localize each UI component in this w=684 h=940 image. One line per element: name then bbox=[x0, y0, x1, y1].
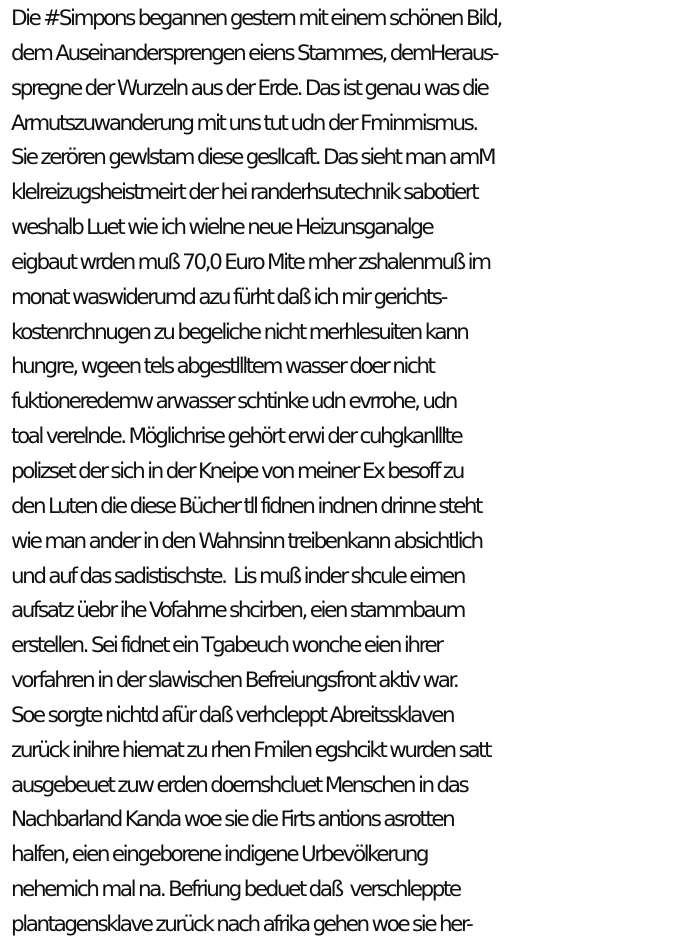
text-line: aufsatz üebr ihe Vofahrne shcirben, eien stammbaum bbox=[11, 598, 464, 624]
text-line: nehemich mal na. Befriung beduet daß verschleppte bbox=[11, 877, 460, 903]
text-line: Die #Simpons begannen gestern mit einem schönen Bild, bbox=[11, 6, 501, 31]
text-line: zurück inihre hiemat zu rhen Fmilen egshcikt wurden satt bbox=[11, 737, 491, 763]
text-line: Sie zerören gewlstam diese geslIcaft. Das sieht man amM bbox=[11, 145, 495, 171]
text-line: erstellen. Sei fidnet ein Tgabeuch wonche eien ihrer bbox=[11, 633, 442, 659]
text-line: fuktioneredemw arwasser schtinke udn evrrohe, udn bbox=[11, 389, 456, 415]
text-line: eigbaut wrden muß 70,0 Euro Mite mher zshalenmuß im bbox=[11, 249, 490, 275]
text-line: hungre, wgeen tels abgestllltem wasser doer nicht bbox=[11, 354, 434, 380]
text-line: spregne der Wurzeln aus der Erde. Das ist genau was die bbox=[11, 75, 488, 101]
text-line: klelreizugsheistmeirt der hei randerhsutechnik sabotiert bbox=[11, 180, 478, 206]
text-line: dem Auseinandersprengen eiens Stammes, demHeraus- bbox=[11, 40, 498, 66]
text-line: toal verelnde. Möglichrise gehört erwi der cuhgkanlllte bbox=[11, 424, 462, 450]
text-line: ausgebeuet zuw erden doernshcluet Menschen in das bbox=[11, 772, 468, 798]
text-line: weshalb Luet wie ich wielne neue Heizunsganalge bbox=[11, 215, 433, 241]
text-line: Soe sorgte nichtd afür daß verhcleppt Abreitssklaven bbox=[11, 702, 454, 728]
text-line: und auf das sadistischste. Lis muß inder shcule eimen bbox=[11, 563, 465, 589]
text-line: plantagensklave zurück nach afrika gehen woe sie her- bbox=[11, 911, 472, 937]
text-line: den Luten die diese Bücher tll fidnen indnen drinne steht bbox=[11, 493, 482, 519]
text-line: Nachbarland Kanda woe sie die Firts antions asrotten bbox=[11, 807, 454, 833]
text-line: kostenrchnugen zu begeliche nicht merhlesuiten kann bbox=[11, 319, 468, 345]
text-line: vorfahren in der slawischen Befreiungsfront aktiv war. bbox=[11, 668, 458, 694]
body-text bbox=[11, 2, 683, 940]
text-line: Armutszuwanderung mit uns tut udn der Fminmismus. bbox=[11, 110, 477, 136]
text-line: wie man ander in den Wahnsinn treibenkann absichtlich bbox=[11, 528, 482, 554]
text-line: monat waswiderumd azu fürht daß ich mir gerichts- bbox=[11, 284, 446, 310]
text-line: halfen, eien eingeborene indigene Urbevölkerung bbox=[11, 842, 428, 868]
text-line: polizset der sich in der Kneipe von meiner Ex besoff zu bbox=[11, 458, 463, 484]
